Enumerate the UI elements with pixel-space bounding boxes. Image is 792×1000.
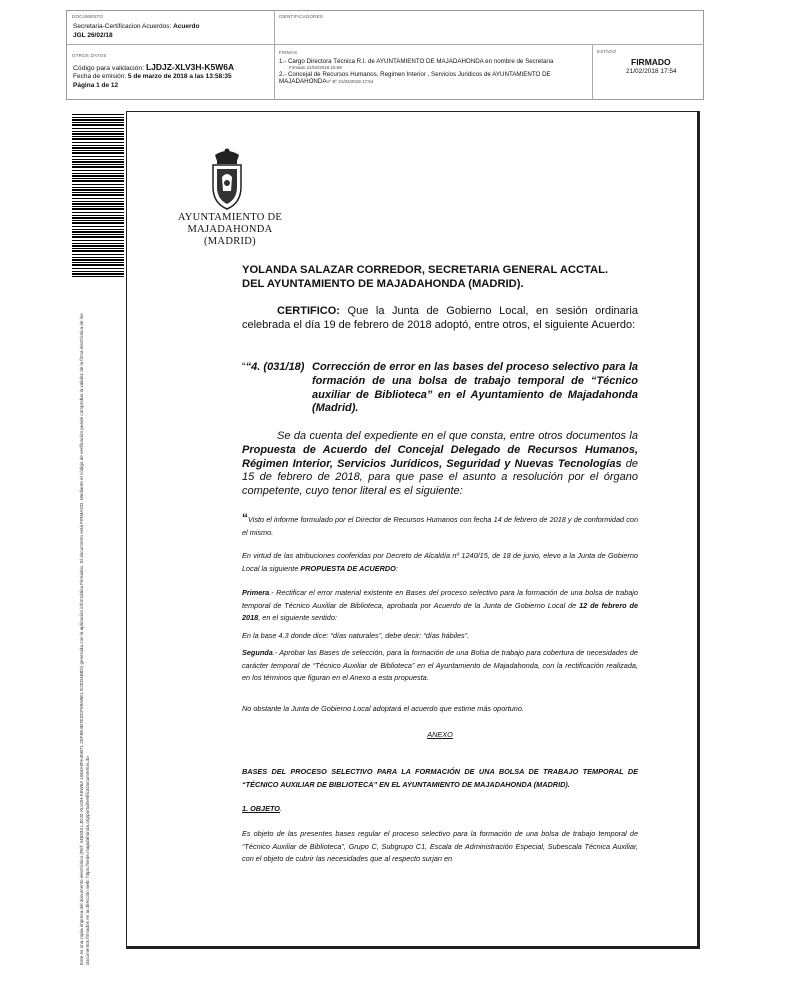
firmas-cell xyxy=(275,45,593,100)
identificadores-cell xyxy=(275,11,704,45)
item-title: Corrección de error en las bases del proceso selectivo para la formación de una bolsa de trabajo temporal de “Técnico auxiliar de Biblioteca” en el Ayuntamiento de Majadahonda (Madrid). xyxy=(312,361,638,415)
document-title xyxy=(242,264,638,292)
quote-no-obstante: No obstante la Junta de Gobierno Local adoptará el acuerdo que estime más oportuno. xyxy=(242,704,524,713)
bases-title: BASES DEL PROCESO SELECTIVO PARA LA FORMACIÓN DE UNA BOLSA DE TRABAJO TEMPORAL DE “TÉCNICO AUXILIAR DE BIBLIOTECA” EN EL AYUNTAMIENTO DE MAJADAHONDA (MADRID). xyxy=(242,767,638,789)
objeto-text: Es objeto de las presentes bases regular el proceso selectivo para la formación de una bolsa de trabajo temporal de “Técnico Auxiliar de Biblioteca”, Grupo C, Subgrupo C1, Escala de Administración Especial, Subescala Técnica Auxiliar, con el objeto de cubrir las necesidades que al respecto surjan en xyxy=(242,829,638,864)
barcode xyxy=(72,112,124,277)
documento-line1: Secretaria-Certificacion Acuerdos: Acuerdo xyxy=(73,23,200,30)
codigo-validacion: Código para validación: LJDJZ-XLV3H-K5W6A xyxy=(73,62,235,72)
estado-label: ESTADO xyxy=(597,49,617,54)
town-line-3: (MADRID) xyxy=(204,236,256,247)
firma-2: 2.- Concejal de Recursos Humanos, Regimen Interior , Servicios Juridicos de AYUNTAMIENTO DE xyxy=(279,71,551,78)
documento-line2: JGL 26/02/18 xyxy=(73,32,113,39)
quote-visto: “Visto el informe formulado por el Director de Recursos Humanos con fecha 14 de febrero de 2018 y de conformidad con el mismo. xyxy=(242,511,638,537)
estado-date: 21/02/2018 17:54 xyxy=(626,68,677,75)
town-name xyxy=(170,212,290,248)
firma-1: 1.- Cargo Directora Técnica R.I. de AYUNTAMIENTO DE MAJADAHONDA en nombre de Secretaria xyxy=(279,58,554,65)
otros-label: OTROS DATOS xyxy=(72,53,107,58)
verification-side-text: Este es una copia impresa del documento electrónico (Ref: 446933 LJDJZ-XLV3H-K5W6A 1064A0FA45B71 2EF6E4B7EDCF09ABE1 E2ED4B8D) generada con la aplicación informática Firmadoc. El documento está FIRMADO. Mediante el código de verificación puede comprobar la validez de la firma electrónica de los documentos firmados en la dirección web: https://sede.majadahonda.org/portal/verificaDocumentos.do xyxy=(79,313,90,965)
estado-value: FIRMADO xyxy=(631,57,671,67)
quote-segunda: Segunda.- Aprobar las Bases de selección, para la formación de una Bolsa de trabajo para cobertura de necesidades de carácter temporal de “Técnico Auxiliar de Biblioteca” en el Ayuntamiento de Majadahonda, con la rectificación realizada, en los términos que figuran en el Anexo a esta propuesta. xyxy=(242,648,638,683)
documento-cell xyxy=(67,11,275,45)
coat-of-arms-icon xyxy=(207,147,247,211)
certifico-paragraph: CERTIFICO: Que la Junta de Gobierno Local, en sesión ordinaria celebrada el día 19 de febrero de 2018 adoptó, entre otros, el siguiente Acuerdo: xyxy=(242,305,638,331)
firma-2b: MAJADAHONDAVº Bº 21/02/2018 17:54 xyxy=(279,78,374,85)
title-line-1: YOLANDA SALAZAR CORREDOR, SECRETARIA GENERAL ACCTAL. xyxy=(242,264,609,276)
fecha-emision: Fecha de emisión: 5 de marzo de 2018 a las 13:58:35 xyxy=(73,73,232,80)
document-header xyxy=(66,10,704,100)
town-line-1: AYUNTAMIENTO DE xyxy=(177,212,283,223)
quote-primera: Primera.- Rectificar el error material existente en Bases del proceso selectivo para la formación de una bolsa de trabajo temporal de Técnico Auxiliar de Biblioteca, aprobada por Acuerdo de la Junta de Gobierno Local de 12 de febrero de 2018, en el siguiente sentido: xyxy=(242,588,638,623)
pagina: Página 1 de 12 xyxy=(73,82,119,89)
quote-atribuciones: En virtud de las atribuciones conferidas por Decreto de Alcaldía nº 1240/15, de 18 de junio, elevo a la Junta de Gobierno Local la siguiente PROPUESTA DE ACUERDO: xyxy=(242,551,638,573)
identificadores-label: IDENTIFICADORES xyxy=(279,14,324,19)
estado-cell xyxy=(593,45,704,100)
anexo-heading: ANEXO xyxy=(427,730,453,739)
documento-label: DOCUMENTO xyxy=(72,14,104,19)
item-number: ““4. (031/18) xyxy=(242,361,305,373)
town-line-2: MAJADAHONDA xyxy=(187,224,273,235)
firma-1-date: Firmado 21/02/2018 15:59 xyxy=(289,65,342,70)
otros-datos-cell xyxy=(67,45,275,100)
expediente-paragraph: Se da cuenta del expediente en el que consta, entre otros documentos la Propuesta de Acuerdo del Concejal Delegado de Recursos Humanos, Régimen Interior, Servicios Jurídicos, Seguridad y Nuevas Tecnologías de 15 de febrero de 2018, para que pase el asunto a resolución por el órgano competente, cuyo tenor literal es el siguiente: xyxy=(242,430,638,498)
firmas-label: FIRMAS xyxy=(279,50,298,55)
quote-base-43: En la base 4.3 donde dice: “días naturales”, debe decir: “días hábiles”. xyxy=(242,631,470,640)
objeto-heading: 1. OBJETO. xyxy=(242,804,283,813)
title-line-2: DEL AYUNTAMIENTO DE MAJADAHONDA (MADRID). xyxy=(242,277,524,290)
